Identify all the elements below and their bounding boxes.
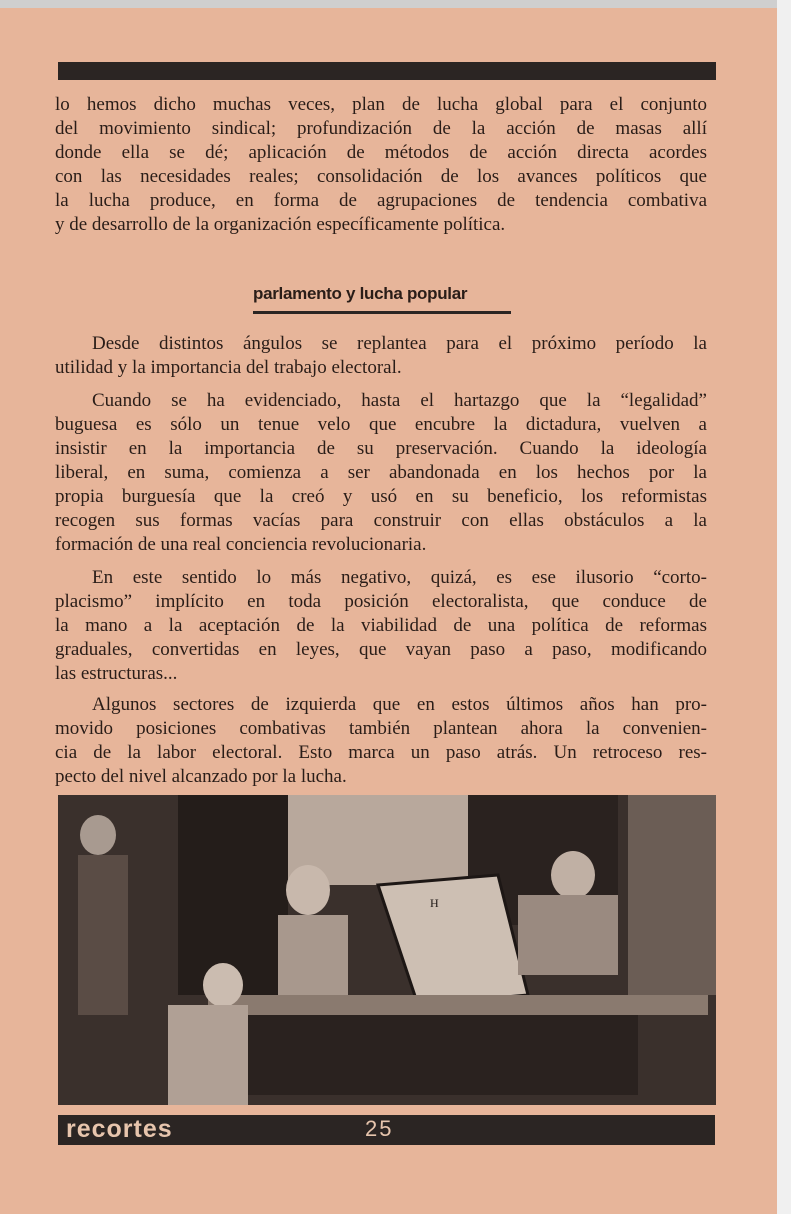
- paragraph: [55, 693, 707, 789]
- heading-underline: [253, 311, 511, 314]
- text-line: la mano a la aceptación de la viabilidad de una política de reformas: [55, 615, 707, 636]
- page-number: 25: [365, 1116, 394, 1141]
- text-line: buguesa es sólo un tenue velo que encubre la dictadura, vuelven a: [55, 414, 707, 435]
- paragraph: [55, 566, 707, 686]
- scan-edge-top: [0, 0, 791, 8]
- text-line: propia burguesía que la creó y usó en su beneficio, los reformistas: [55, 486, 707, 507]
- text-line: graduales, convertidas en leyes, que vayan paso a paso, modificando: [55, 639, 707, 660]
- text-line: recogen sus formas vacías para construir con ellas obstáculos a la: [55, 510, 707, 531]
- press-label: H: [430, 896, 439, 910]
- text-line: con las necesidades reales; consolidación de los avances políticos que: [55, 166, 707, 187]
- text-line: utilidad y la importancia del trabajo electoral.: [55, 357, 402, 378]
- engraving-image: [58, 795, 716, 1105]
- text-line: la lucha produce, en forma de agrupaciones de tendencia combativa: [55, 190, 707, 211]
- text-line: insistir en la importancia de su preservación. Cuando la ideología: [55, 438, 707, 459]
- scan-edge-right: [777, 0, 791, 1214]
- header-rule: [58, 62, 716, 80]
- section-heading: parlamento y lucha popular: [253, 284, 468, 303]
- text-line: Algunos sectores de izquierda que en estos últimos años han pro-: [92, 694, 707, 715]
- text-line: En este sentido lo más negativo, quizá, es ese ilusorio “corto-: [92, 567, 707, 588]
- text-line: y de desarrollo de la organización específicamente política.: [55, 214, 506, 235]
- text-line: pecto del nivel alcanzado por la lucha.: [55, 766, 347, 787]
- magazine-title: recortes: [66, 1115, 173, 1143]
- printing-shop-illustration: [58, 795, 716, 1105]
- text-line: Cuando se ha evidenciado, hasta el hartazgo que la “legalidad”: [92, 390, 707, 411]
- text-line: cia de la labor electoral. Esto marca un paso atrás. Un retroceso res-: [55, 742, 707, 763]
- text-line: lo hemos dicho muchas veces, plan de lucha global para el conjunto: [55, 94, 707, 115]
- paragraph-continued: [55, 93, 707, 237]
- text-line: Desde distintos ángulos se replantea para el próximo período la: [92, 333, 707, 354]
- text-line: liberal, en suma, comienza a ser abandonada en los hechos por la: [55, 462, 707, 483]
- paragraph: [55, 389, 707, 557]
- text-line: las estructuras...: [55, 663, 178, 684]
- paragraph: [55, 332, 707, 380]
- text-line: del movimiento sindical; profundización de la acción de masas allí: [55, 118, 707, 139]
- text-line: placismo” implícito en toda posición electoralista, que conduce de: [55, 591, 707, 612]
- text-line: movido posiciones combativas también plantean ahora la convenien-: [55, 718, 707, 739]
- footer-bar: [58, 1115, 715, 1145]
- text-line: donde ella se dé; aplicación de métodos de acción directa acordes: [55, 142, 707, 163]
- text-line: formación de una real conciencia revolucionaria.: [55, 534, 427, 555]
